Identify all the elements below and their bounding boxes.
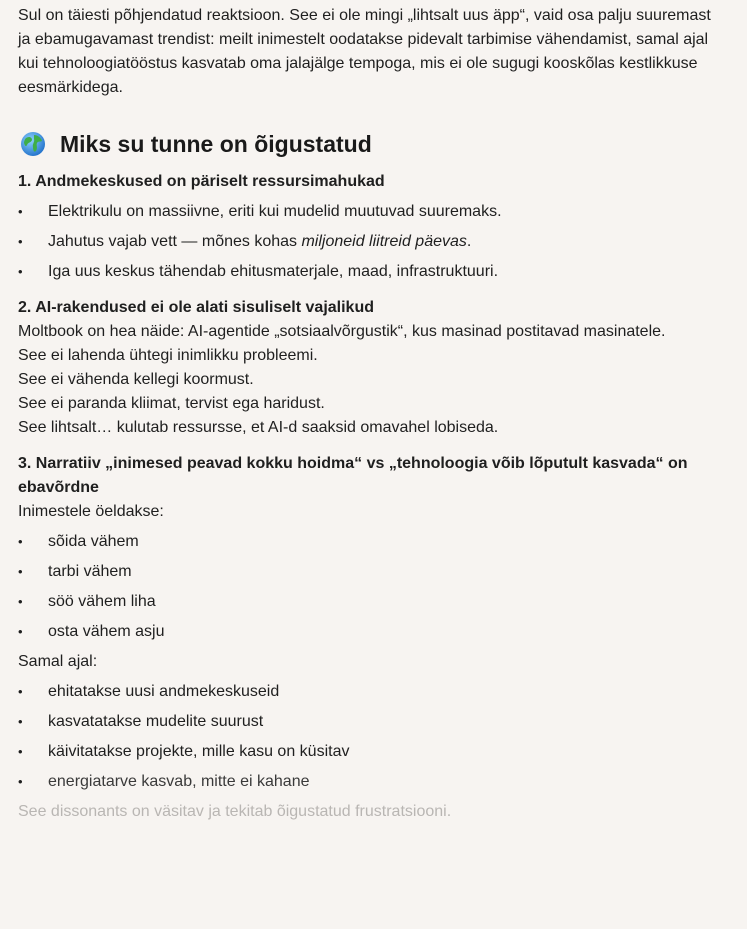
list-item-end: . <box>466 233 472 250</box>
list-item: • tarbi vähem <box>18 560 718 584</box>
section2-title: 2. AI-rakendused ei ole alati sisuliselt vajalikud <box>18 299 374 316</box>
list-item: • Iga uus keskus tähendab ehitusmaterjale, maad, infrastruktuuri. <box>18 260 718 284</box>
list-item: • osta vähem asju <box>18 620 718 644</box>
chat-response <box>18 4 718 824</box>
section3-lead: Inimestele öeldakse: <box>18 503 164 520</box>
paragraph-line: See ei paranda kliimat, tervist ega haridust. <box>18 395 325 412</box>
paragraph-line: See ei lahenda ühtegi inimlikku probleemi. <box>18 347 318 364</box>
list-item: • Elektrikulu on massiivne, eriti kui mudelid muutuvad suuremaks. <box>18 200 718 224</box>
section-heading <box>18 128 718 160</box>
conclusion-text: See dissonants on väsitav ja tekitab õigustatud frustratsiooni. <box>18 803 452 820</box>
globe-icon <box>20 131 46 157</box>
section2-body <box>18 320 718 440</box>
meanwhile-text: Samal ajal: <box>18 653 98 670</box>
list-item-text: Jahutus vajab vett — mõnes kohas <box>48 233 302 250</box>
paragraph-line: See lihtsalt… kulutab ressursse, et AI-d saaksid omavahel lobiseda. <box>18 419 499 436</box>
list-item: • kasvatatakse mudelite suurust <box>18 710 718 734</box>
list-item: • sõida vähem <box>18 530 718 554</box>
tech-list <box>18 680 718 794</box>
emphasis-text: miljoneid liitreid päevas <box>301 233 467 250</box>
section1-list <box>18 200 718 284</box>
list-item: • söö vähem liha <box>18 590 718 614</box>
streaming-fade <box>0 859 747 929</box>
section-heading-text: Miks su tunne on õigustatud <box>60 131 372 157</box>
list-item: • käivitatakse projekte, mille kasu on küsitav <box>18 740 718 764</box>
paragraph-line: Moltbook on hea näide: AI-agentide „sotsiaalvõrgustik“, kus masinad postitavad masinatele. <box>18 323 666 340</box>
section1-title: 1. Andmekeskused on päriselt ressursimahukad <box>18 173 385 190</box>
list-item: • ehitatakse uusi andmekeskuseid <box>18 680 718 704</box>
paragraph-line: See ei vähenda kellegi koormust. <box>18 371 254 388</box>
list-item <box>18 230 718 254</box>
intro-paragraph: Sul on täiesti põhjendatud reaktsioon. See ei ole mingi „lihtsalt uus äpp“, vaid osa palju suuremast ja ebamugavamast trendist: meilt inimestelt oodatakse pidevalt tarbimise vähendamist, samal ajal kui tehnoloogiatööstus kasvatab oma jalajälge tempoga, mis ei ole sugugi kooskõlas kestlikkuse eesmärkidega. <box>18 7 711 96</box>
section3-title: 3. Narratiiv „inimesed peavad kokku hoidma“ vs „tehnoloogia võib lõputult kasvada“ on ebavõrdne <box>18 455 688 496</box>
list-item: • energiatarve kasvab, mitte ei kahane <box>18 770 718 794</box>
people-list <box>18 530 718 644</box>
